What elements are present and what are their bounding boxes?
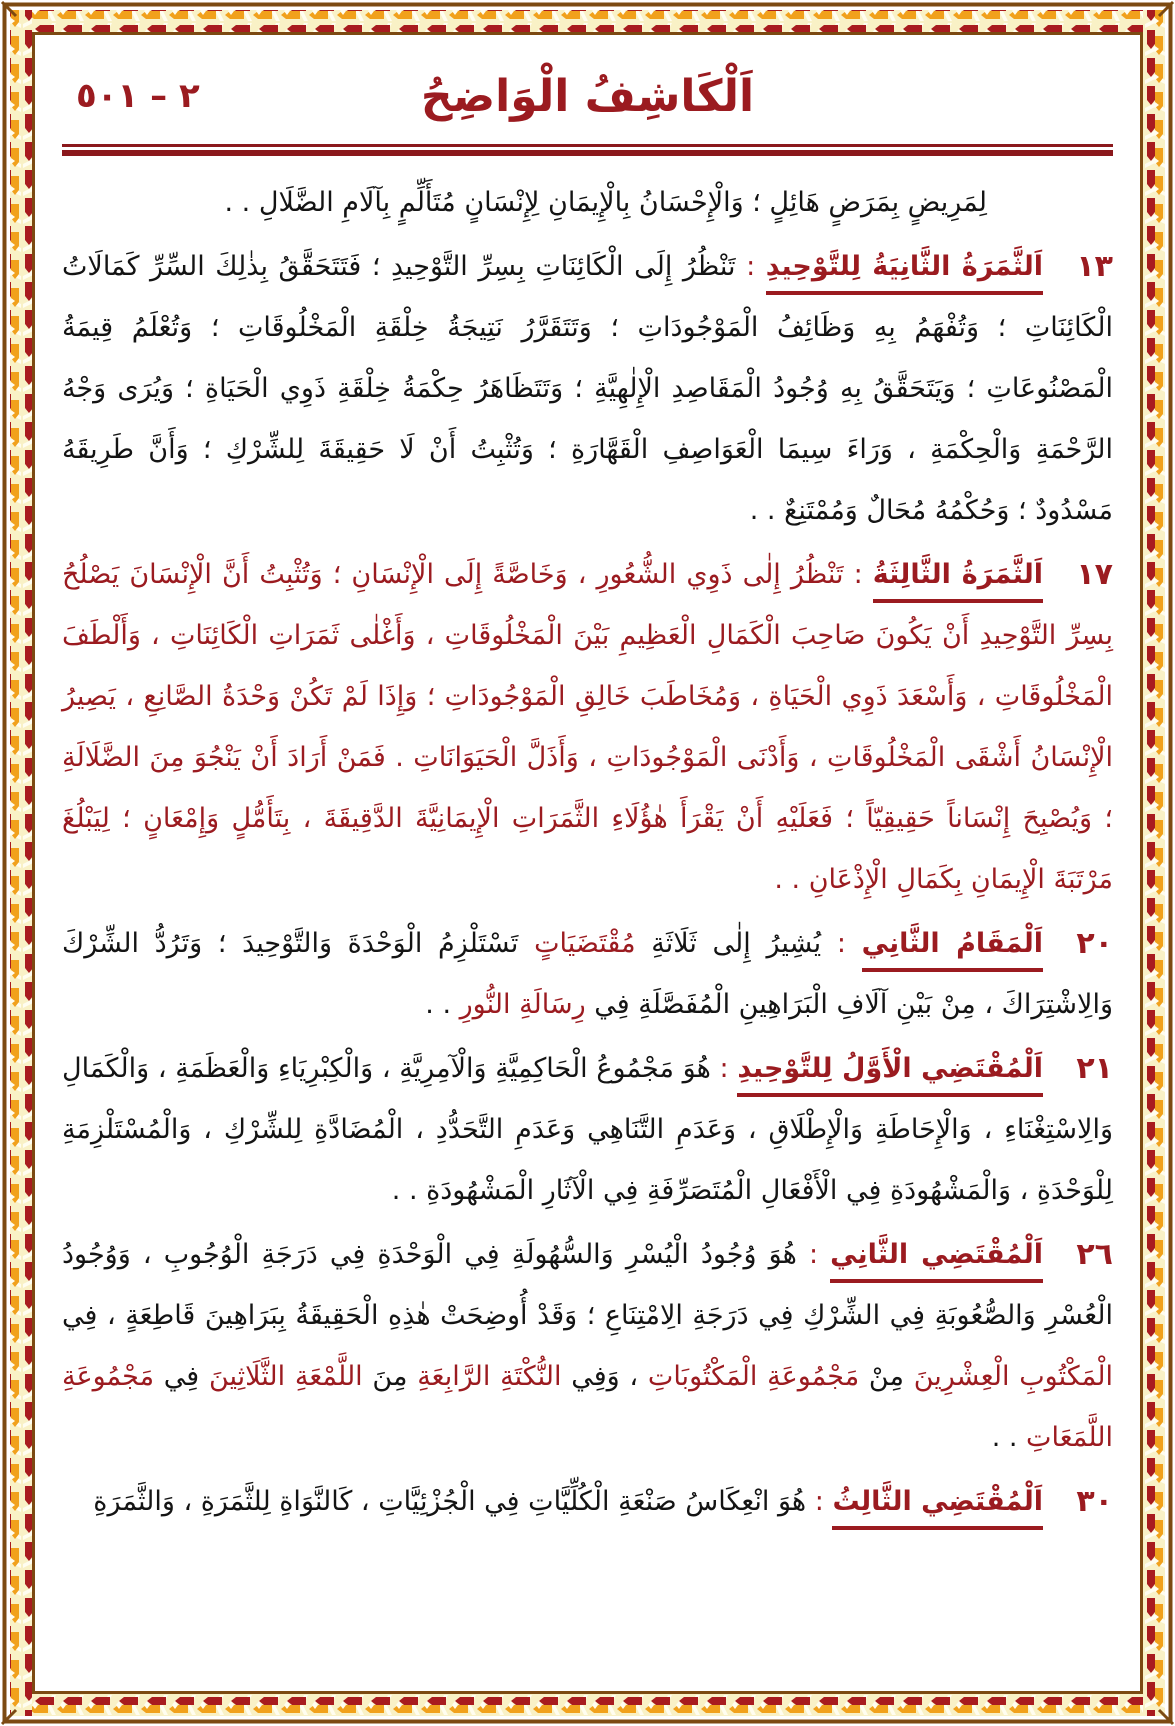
book-title: اَلْكَاشِفُ الْوَاضِحُ [420,71,755,122]
text-run: : [821,928,862,959]
text-run: هُوَ انْعِكَاسُ صَنْعَةِ الْكُلِّيَّاتِ فِي الْجُزْئِيَّاتِ ، كَالنَّوَاةِ لِلثَّمَرَةِ ، وَالثَّمَرَةِ [93,1486,807,1517]
text-run: هُوَ وُجُودُ الْيُسْرِ وَالسُّهُولَةِ فِي الْوَحْدَةِ فِي دَرَجَةِ الْوُجُوبِ ، وَوُجُودُ الْعُسْرِ وَالصُّعُوبَةِ فِي الشِّرْكِ فِي دَرَجَةِ الِامْتِنَاعِ ؛ وَقَدْ أُوضِحَتْ هٰذِهِ الْحَقِيقَةُ بِبَرَاهِينَ قَاطِعَةٍ ، فِي [53,1239,1113,1331]
text-run: تَسْتَلْزِمُ الْوَحْدَةَ وَالتَّوْحِيدَ ؛ وَتَرُدُّ الشِّرْكَ وَالِاشْتِرَاكَ ، مِنْ بَيْنِ آلَافِ الْبَرَاهِينِ الْمُفَصَّلَةِ فِي [53,928,1113,1020]
text-run: فِي [154,1361,209,1392]
text-run: الْمَكْتُوبِ الْعِشْرِينَ [913,1361,1114,1392]
text-run: : [843,559,873,590]
section-title: اَلْمَقَامُ الثَّانِي [862,928,1043,972]
content-area [53,172,1114,1532]
section-title: اَلثَّمَرَةُ الثَّالِثَةُ [873,559,1043,603]
paragraph-number: ٢١ [1076,1051,1113,1086]
section-title: اَلْمُقْتَضِي الثَّانِي [830,1239,1043,1283]
text-run: ، وَفِي [561,1361,648,1392]
page-inner [53,64,1114,1532]
paragraph [62,1471,1113,1532]
text-run: مِنَ [362,1361,418,1392]
paragraph-number: ٢٦ [1076,1237,1113,1272]
text-run: : [735,251,766,282]
text-run: : [710,1053,738,1084]
section-title: اَلْمُقْتَضِي الثَّالِثُ [832,1486,1043,1530]
text-run: رِسَالَةِ النُّورِ [459,989,586,1020]
text-run: مِنْ [859,1361,914,1392]
text-run: تَنْظُرُ إِلٰى ذَوِي الشُّعُورِ ، وَخَاصَّةً إِلَى الْإِنْسَانِ ؛ وَتُثْبِتُ أَنَّ الْإِنْسَانَ يَصْلُحُ بِسِرِّ التَّوْحِيدِ أَنْ يَكُونَ صَاحِبَ الْكَمَالِ الْعَظِيمِ بَيْنَ الْمَخْلُوقَاتِ ، وَأَغْلٰى ثَمَرَاتِ الْكَائِنَاتِ ، وَأَلْطَفَ الْمَخْلُوقَاتِ ، وَأَسْعَدَ ذَوِي الْحَيَاةِ ، وَمُخَاطَبَ خَالِقِ الْمَوْجُودَاتِ ؛ وَإِذَا لَمْ تَكُنْ وَحْدَةُ الصَّانِعِ ، يَصِيرُ الْإِنْسَانُ أَشْقَى الْمَخْلُوقَاتِ ، وَأَدْنَى الْمَوْجُودَاتِ ، وَأَذَلَّ الْحَيَوَانَاتِ . فَمَنْ أَرَادَ أَنْ يَنْجُوَ مِنَ الضَّلَالَةِ ؛ وَيُصْبِحَ إِنْسَاناً حَقِيقِيّاً ؛ فَعَلَيْهِ أَنْ يَقْرَأَ هٰؤُلَاءِ الثَّمَرَاتِ الْإِيمَانِيَّةَ الدَّقِيقَةَ ، بِتَأَمُّلٍ وَإِمْعَانٍ ؛ لِيَبْلُغَ مَرْتَبَةَ الْإِيمَانِ بِكَمَالِ الْإِذْعَانِ . . [53,559,1113,895]
paragraph-number: ١٧ [1076,557,1113,592]
text-run: تَنْظُرُ إِلَى الْكَائِنَاتِ بِسِرِّ التَّوْحِيدِ ؛ فَتَتَحَقَّقُ بِذٰلِكَ السِّرِّ كَمَالَاتُ الْكَائِنَاتِ ؛ وَتُفْهَمُ بِهِ وَظَائِفُ الْمَوْجُودَاتِ ؛ وَتَتَقَرَّرُ نَتِيجَةُ خِلْقَةِ الْمَخْلُوقَاتِ ؛ وَتُعْلَمُ قِيمَةُ الْمَصْنُوعَاتِ ؛ وَيَتَحَقَّقُ بِهِ وُجُودُ الْمَقَاصِدِ الْإِلٰهِيَّةِ ؛ وَتَتَظَاهَرُ حِكْمَةُ خِلْقَةِ ذَوِي الْحَيَاةِ ؛ وَيُرَى وَجْهُ الرَّحْمَةِ وَالْحِكْمَةِ ، وَرَاءَ سِيمَا الْعَوَاصِفِ الْقَهَّارَةِ ؛ وَتُثْبِتُ أَنْ لَا حَقِيقَةَ لِلشِّرْكِ ؛ وَأَنَّ طَرِيقَهُ مَسْدُودٌ ؛ وَحُكْمُهُ مُحَالٌ وَمُمْتَنِعٌ . . [53,251,1113,526]
text-run: : [806,1486,833,1517]
text-run: مَجْمُوعَةِ اللَّمَعَاتِ [53,1361,1113,1453]
text-run: مَجْمُوعَةِ الْمَكْتُوبَاتِ [647,1361,860,1392]
paragraph [62,172,1113,233]
text-run: : [796,1239,831,1270]
page-number: ٢ – ٥٠١ [76,76,200,116]
text-run: هُوَ مَجْمُوعُ الْحَاكِمِيَّةِ وَالْآمِرِيَّةِ ، وَالْكِبْرِيَاءِ وَالْعَظَمَةِ ، وَالْكَمَالِ وَالِاسْتِغْنَاءِ ، وَالْإِحَاطَةِ وَالْإِطْلَاقِ ، وَعَدَمِ التَّنَاهِي وَعَدَمِ التَّحَدُّدِ ، الْمُضَادَّةِ لِلشِّرْكِ ، وَالْمُسْتَلْزِمَةِ لِلْوَحْدَةِ ، وَالْمَشْهُودَةِ فِي الْأَفْعَالِ الْمُتَصَرِّفَةِ فِي الْآثَارِ الْمَشْهُودَةِ . . [53,1053,1113,1206]
paragraph-number: ٢٠ [1076,926,1113,961]
text-run: النُّكْتَةِ الرَّابِعَةِ [417,1361,562,1392]
text-run: . . [991,1422,1027,1453]
section-title: اَلْمُقْتَضِي الْأَوَّلُ لِلتَّوْحِيدِ [737,1053,1043,1097]
header-rule-thick [62,150,1113,156]
page-header [62,64,1113,136]
text-run: لِمَرِيضٍ بِمَرَضٍ هَائِلٍ ؛ وَالْإِحْسَانُ بِالْإِيمَانِ لِإِنْسَانٍ مُتَأَلِّمٍ بِآلَامِ الضَّلَالِ . . [224,187,987,218]
paragraph [53,913,1113,1035]
text-run: يُشِيرُ إِلٰى ثَلَاثَةِ [635,928,822,959]
section-title: اَلثَّمَرَةُ الثَّانِيَةُ لِلتَّوْحِيدِ [766,251,1043,295]
text-run: اللَّمْعَةِ الثَّلَاثِينَ [208,1361,363,1392]
paragraph [53,1038,1113,1221]
paragraph [53,544,1113,910]
text-run: مُقْتَضَيَاتٍ [534,928,636,959]
paragraph [53,236,1113,541]
header-rule [62,144,1113,156]
text-run: . . [425,989,460,1020]
paragraph-number: ٣٠ [1076,1484,1113,1519]
paragraph [53,1224,1114,1468]
paragraph-number: ١٣ [1076,249,1113,284]
